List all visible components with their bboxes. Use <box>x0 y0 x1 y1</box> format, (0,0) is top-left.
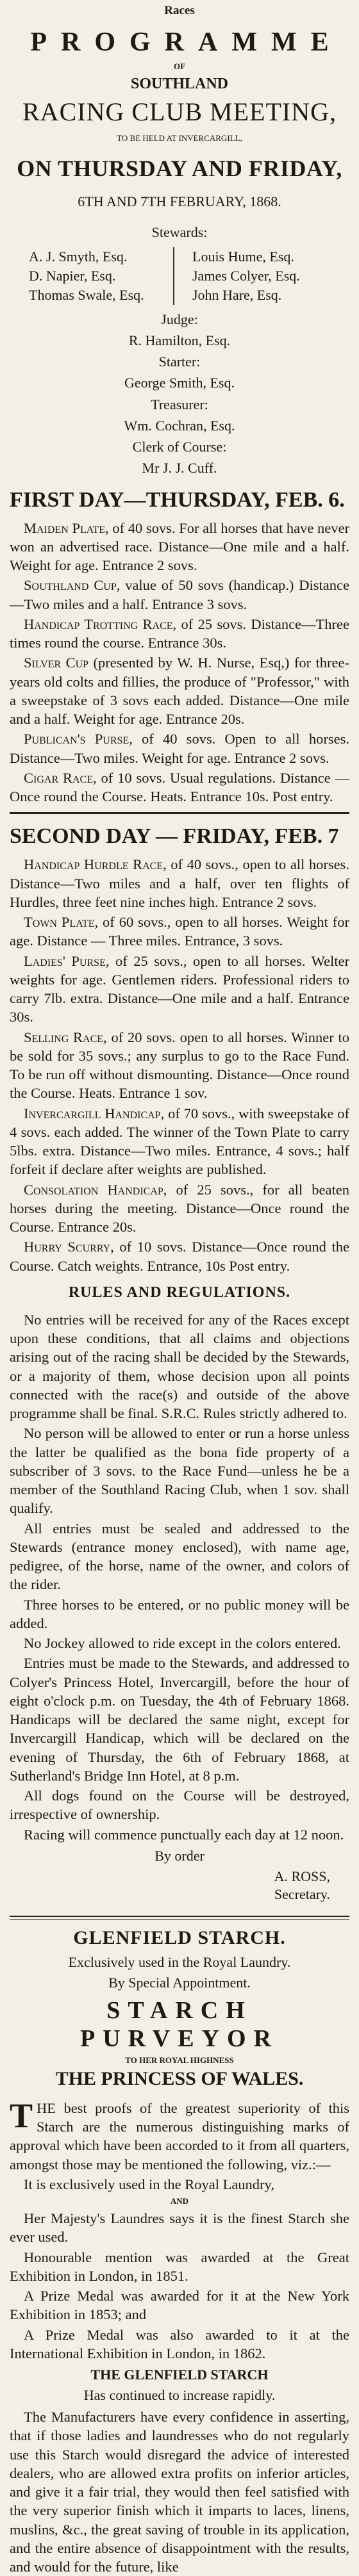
race-text: of 25 sovs., for all beaten horses during the meeting. Distance—Once round the Course. Entrance 20s. <box>10 1181 349 1235</box>
days-heading: ON THURSDAY AND FRIDAY, <box>17 156 342 181</box>
race-text: of 25 sovs., open to all horses. Welter weights for age. Gentlemen riders. Professional riders to carry 7lb. extra. Distance—One mile and a half. Entrance 30s. <box>10 952 349 1025</box>
race-entry <box>10 730 349 767</box>
race-name: Silver Cup <box>24 655 89 671</box>
race-name: Publican's Purse, <box>24 731 133 747</box>
by-order: By order <box>154 1847 205 1864</box>
treasurer-name: Wm. Cochran, Esq. <box>124 417 235 434</box>
rule-paragraph: Racing will commence punctually each day at 12 noon. <box>24 1826 344 1843</box>
race-entry <box>10 1180 349 1237</box>
purveyor-heading: STARCH PURVEYOR <box>80 1996 279 2052</box>
day1-races <box>10 519 349 806</box>
advert-paragraph: Honourable mention was awarded at the Great Exhibition in London, in 1851. <box>10 2249 349 2284</box>
race-name: Maiden Plate, <box>24 519 109 536</box>
stewards-left <box>13 247 174 305</box>
rule-paragraph: Entries must be made to the Stewards, and addressed to Colyer's Princess Hotel, Invercargill, before the hour of eight o'clock p.m. on Tuesday, the 4th of February 1868. Handicaps will be declared the same night, except for Invercargill Handicap, which will be declared on the evening of Thursday, the 6th of February 1868, at Sutherland's Bridge Inn Hotel, at 8 p.m. <box>10 1655 349 1784</box>
stewards-right <box>185 247 346 305</box>
stewards-list <box>13 247 346 305</box>
steward: A. J. Smyth, Esq. <box>29 249 128 265</box>
and-line: AND <box>170 2196 189 2206</box>
race-text: value of 50 sovs (handicap.) Distance—Two miles and a half. Entrance 3 sovs. <box>10 577 349 612</box>
race-name: Invercargill Handicap, <box>24 1105 165 1121</box>
race-text: of 20 sovs. open to all horses. Winner to be sold for 35 sovs.; any surplus to go to the Race Fund. To be run off without dismounting. Distance—Once round the Course. Heats. Entrance 1 sov. <box>10 1029 350 1102</box>
programme-heading: PROGRAMME <box>30 28 343 57</box>
starter-label: Starter: <box>158 354 201 370</box>
steward: John Hare, Esq. <box>192 286 282 303</box>
rule-paragraph: No Jockey allowed to ride except in the colors entered. <box>24 1635 341 1652</box>
rule-paragraph: All entries must be sealed and addressed to the Stewards (entrance money enclosed), with name age, pedigree, of the horse, name of the owner, and colors of the rider. <box>10 1520 349 1593</box>
rule-paragraph: No person will be allowed to enter or run a horse unless the latter be qualified as the bona fide property of a subscriber of 3 sovs. to the Race Fund—unless he be a member of the Southland Racing Club, when 1 sov. shall qualify. <box>10 1425 349 1517</box>
race-name: Southland Cup, <box>24 577 121 594</box>
advert-title: GLENFIELD STARCH. <box>73 1927 286 1948</box>
advert-line: By Special Appointment. <box>108 1974 251 1991</box>
race-text: of 40 sovs., open to all horses. Distance—Two miles and a half, over ten flights of Hurdles, three feet nine inches high. Entrance 2 sovs. <box>10 856 349 910</box>
signature-name: A. ROSS, <box>274 1868 330 1884</box>
race-entry <box>10 1237 349 1275</box>
race-text: of 60 sovs., open to all horses. Weight for age. Distance — Three miles. Entrance, 3 sovs. <box>10 914 349 949</box>
advert-paragraph: A Prize Medal was also awarded to it at the International Exhibition in London, in 1862. <box>10 2326 349 2361</box>
advert-paragraph: The Manufacturers have every confidence in asserting, that if those ladies and laundresses who do not regularly use this Starch would disregard the advice of interested dealers, who are allowed extra profits on inferior articles, and give it a fair trial, they would then feel satisfied with the very superior finish which it imparts to laces, linens, muslins, &c., the great saving of trouble in its application, and the entire absence of disappointment with the results, and would for the future, like <box>10 2409 349 2575</box>
race-name: Consolation Handicap, <box>24 1181 167 1198</box>
club-name: SOUTHLAND <box>130 76 229 92</box>
judge-name: R. Hamilton, Esq. <box>128 332 231 348</box>
advert-text: HE best proofs of the greatest superiority of this Starch are the numerous distinguishing marks of approval which have been accorded to it from all quarters, amongst those may be mentioned the following, viz.:— <box>10 2099 349 2172</box>
race-text: of 40 sovs. For all horses that have never won an advertised race. Distance—One mile and a half. Weight for age. Entrance 2 sovs. <box>10 519 350 574</box>
royal-highness-line: TO HER ROYAL HIGHNESS <box>125 2055 234 2065</box>
race-name: Selling Race, <box>24 1029 107 1045</box>
race-entry <box>10 576 349 614</box>
race-name: Handicap Trotting Race, <box>24 615 177 632</box>
steward: Thomas Swale, Esq. <box>29 286 144 303</box>
day1-heading: FIRST DAY—THURSDAY, FEB. 6. <box>10 487 345 512</box>
rule-paragraph: All dogs found on the Course will be destroyed, irrespective of ownership. <box>10 1788 349 1823</box>
advert-paragraph: It is exclusively used in the Royal Laundry, <box>24 2176 274 2192</box>
race-entry <box>10 1028 349 1103</box>
advert-divider <box>10 1916 349 1920</box>
clerk-label: Clerk of Course: <box>132 439 227 455</box>
race-entry <box>10 519 349 575</box>
signature-role: Secretary. <box>274 1886 330 1902</box>
race-text: of 70 sovs., with sweepstake of 4 sovs. each added. The winner of the Town Plate to carry 5lbs. extra. Distance—Two miles. Entrance, 4 sovs.; half forfeit if declare after weights are published. <box>10 1105 349 1178</box>
race-text: (presented by W. H. Nurse, Esq,) for three-years old colts and fillies, the produce of "Professor," with a sweepstake of 3 sovs each added. Distance—One mile and a half. Weight for age. Entrance 20s. <box>10 655 350 728</box>
rules-body <box>10 1310 349 1844</box>
race-text: of 40 sovs. Open to all horses. Distance—Two miles. Weight for age. Entrance 2 sovs. <box>10 731 349 766</box>
treasurer-label: Treasurer: <box>151 396 208 412</box>
advert-paragraph: Her Majesty's Laundres says it is the finest Starch she ever used. <box>10 2210 349 2246</box>
advert-line: Exclusively used in the Royal Laundry. <box>68 1953 291 1970</box>
race-entry <box>10 855 349 911</box>
race-name: Hurry Scurry, <box>24 1239 114 1255</box>
newspaper-column <box>10 0 349 2576</box>
day2-races <box>10 855 349 1275</box>
race-entry <box>10 913 349 950</box>
rules-heading: RULES AND REGULATIONS. <box>68 1284 291 1301</box>
race-entry <box>10 769 349 806</box>
race-name: Cigar Race, <box>24 769 97 786</box>
race-text: of 10 sovs. Usual regulations. Distance — Once round the Course. Heats. Entrance 10s. Post entry. <box>10 769 349 805</box>
race-entry <box>10 952 349 1027</box>
steward: D. Napier, Esq. <box>29 267 116 284</box>
of-text: OF <box>173 61 186 71</box>
stewards-label: Stewards: <box>151 224 208 240</box>
starter-name: George Smith, Esq. <box>124 375 235 391</box>
race-entry <box>10 615 349 653</box>
race-name: Handicap Hurdle Race, <box>24 856 167 873</box>
judge-label: Judge: <box>161 311 198 327</box>
rule-paragraph: No entries will be received for any of the Races except upon these conditions, that all claims and objections arising out of the racing shall be decided by the Stewards, or a majority of them, whose decision upon all points connected with the race(s) and outside of the above programme shall be final. S.R.C. Rules strictly adhered to. <box>10 1311 349 1422</box>
drop-cap: T <box>10 2096 33 2135</box>
rule-paragraph: Three horses to be entered, or no public money will be added. <box>10 1596 349 1631</box>
race-entry <box>10 1104 349 1179</box>
day2-heading: SECOND DAY — FRIDAY, FEB. 7 <box>10 824 339 849</box>
steward: James Colyer, Esq. <box>192 267 300 284</box>
clerk-name: Mr J. J. Cuff. <box>142 460 217 477</box>
advert-line: Has continued to increase rapidly. <box>83 2387 276 2404</box>
race-name: Town Plate, <box>24 914 99 931</box>
dates-line: 6TH AND 7TH FEBRUARY, 1868. <box>78 193 281 209</box>
steward: Louis Hume, Esq. <box>192 249 294 265</box>
race-text: of 10 sovs. Distance—Once round the Course. Catch weights. Entrance, 10s Post entry. <box>10 1239 349 1274</box>
race-entry <box>10 653 349 728</box>
princess-heading: THE PRINCESS OF WALES. <box>55 2067 304 2089</box>
advert-subtitle: THE GLENFIELD STARCH <box>90 2367 269 2383</box>
advert-paragraph: A Prize Medal was awarded for it at the New York Exhibition in 1853; and <box>10 2288 349 2323</box>
meeting-title: RACING CLUB MEETING, <box>22 97 337 126</box>
held-line: TO BE HELD AT INVERCARGILL, <box>117 133 242 143</box>
section-label: Races <box>164 4 195 17</box>
advert-paragraph <box>10 2096 349 2174</box>
race-name: Ladies' Purse, <box>24 952 110 969</box>
race-text: of 25 sovs. Distance—Three times round the course. Entrance 30s. <box>10 615 350 651</box>
divider <box>10 812 349 814</box>
